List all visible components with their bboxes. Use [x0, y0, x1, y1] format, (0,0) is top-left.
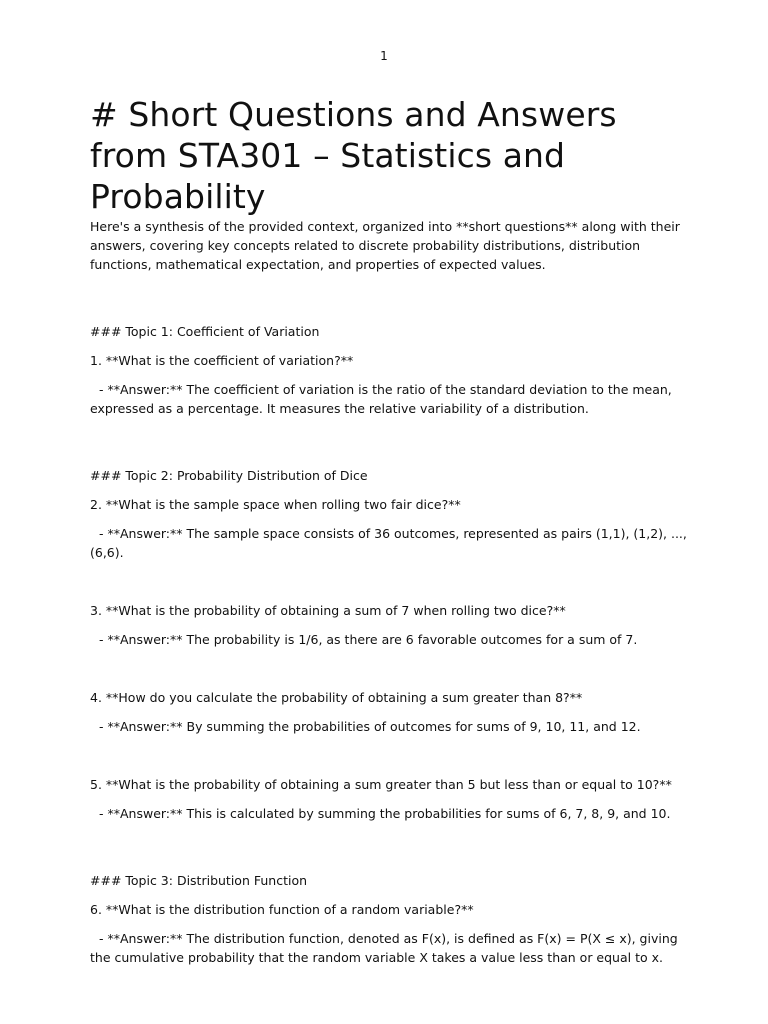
answer-text: - **Answer:** By summing the probabilities of outcomes for sums of 9, 10, 11, and 12. — [99, 719, 641, 734]
question-text: 3. **What is the probability of obtaining a sum of 7 when rolling two dice?** — [90, 603, 566, 618]
topic-heading: ### Topic 2: Probability Distribution of Dice — [90, 468, 368, 483]
document-body — [90, 94, 690, 967]
document-title: # Short Questions and Answers from STA301 – Statistics and Probability — [90, 95, 617, 216]
answer-text: - **Answer:** The coefficient of variation is the ratio of the standard deviation to the mean, expressed as a percentage. It measures the relative variability of a distribution. — [90, 382, 672, 416]
question-text: 5. **What is the probability of obtaining a sum greater than 5 but less than or equal to 10?** — [90, 777, 672, 792]
question-text: 2. **What is the sample space when rolling two fair dice?** — [90, 497, 461, 512]
topic-heading: ### Topic 3: Distribution Function — [90, 873, 308, 888]
topic-heading: ### Topic 1: Coefficient of Variation — [90, 324, 320, 339]
answer-text: - **Answer:** The probability is 1/6, as there are 6 favorable outcomes for a sum of 7. — [99, 632, 638, 647]
question-text: 1. **What is the coefficient of variation?** — [90, 353, 354, 368]
answer-text: - **Answer:** The distribution function, denoted as F(x), is defined as F(x) = P(X ≤ x), giving the cumulative probability that the random variable X takes a value less than or equal to x. — [90, 931, 678, 965]
page-number: 1 — [380, 49, 388, 63]
answer-text: - **Answer:** This is calculated by summing the probabilities for sums of 6, 7, 8, 9, and 10. — [99, 806, 671, 821]
question-text: 6. **What is the distribution function of a random variable?** — [90, 902, 474, 917]
question-text: 4. **How do you calculate the probability of obtaining a sum greater than 8?** — [90, 690, 583, 705]
intro-paragraph: Here's a synthesis of the provided context, organized into **short questions** along with their answers, covering key concepts related to discrete probability distributions, distribution functions, mathematical expectation, and properties of expected values. — [90, 219, 680, 272]
answer-text: - **Answer:** The sample space consists of 36 outcomes, represented as pairs (1,1), (1,2), ..., (6,6). — [90, 526, 687, 560]
